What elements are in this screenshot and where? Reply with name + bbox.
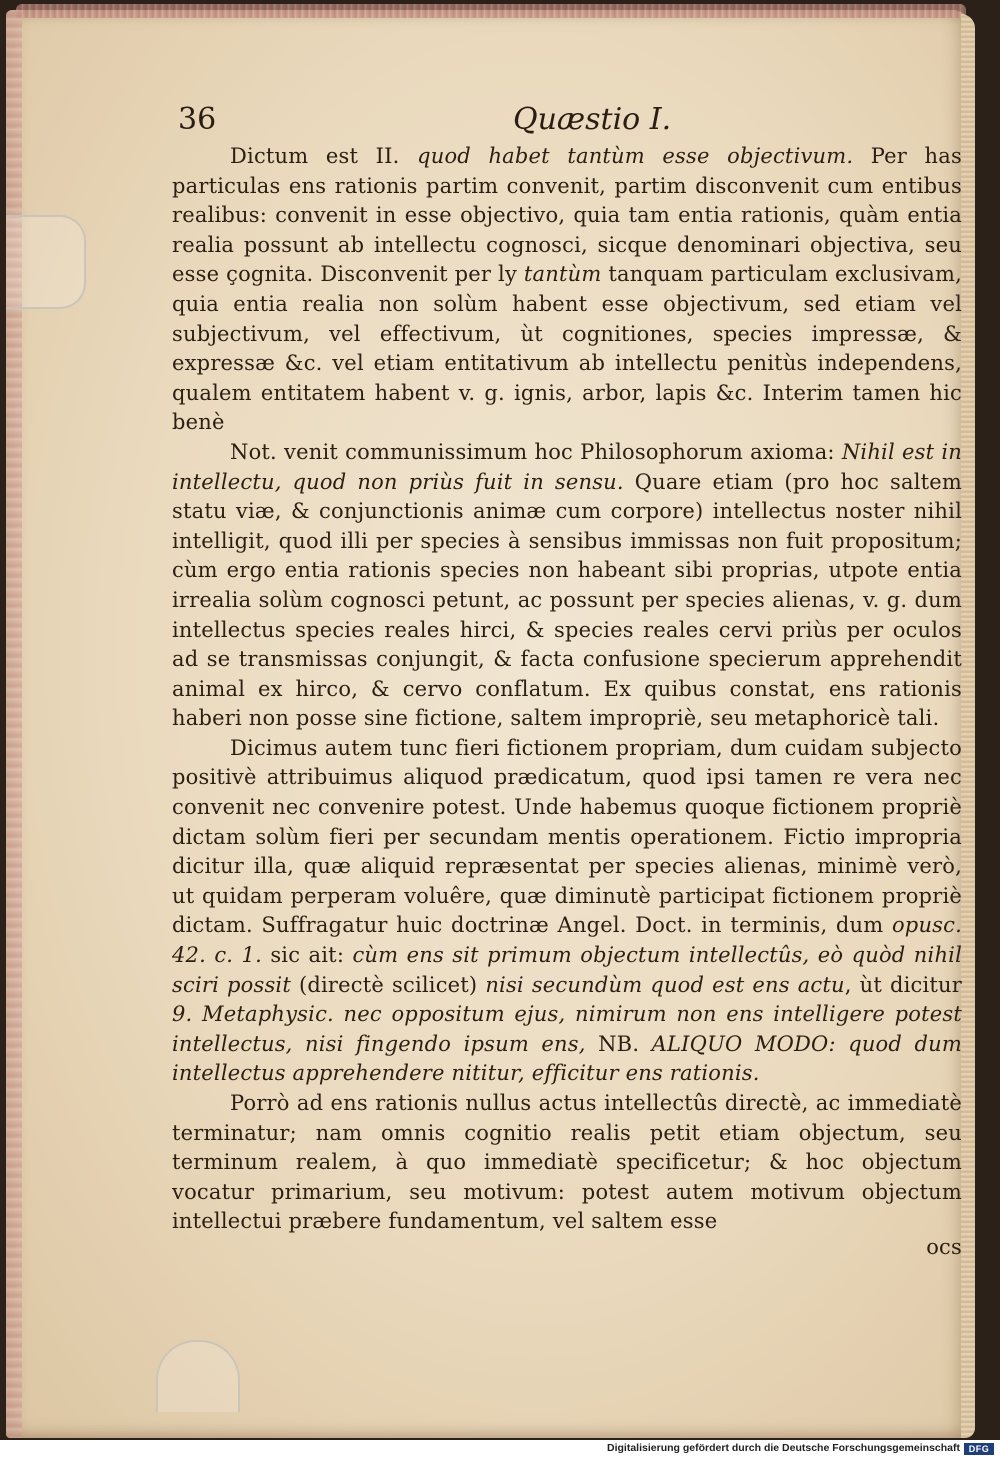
text-run: Quare etiam (pro hoc saltem statu viæ, & conjunctionis animæ cum corpore) intellectus noster nihil intelligit, quod illi per species à sensibus immissas non fuit propositum; cùm ergo entia rationis species non habeant sibi proprias, utpote entia irrealia solùm cognosci petunt, ac possunt per species alienas, v. g. dum intellectus species reales hirci, & species reales cervi priùs per oculos ad se transmissas conjungit, & facta confusione specierum apprehendit animal ex hirco, & cervo conflatum. Ex quibus constat, ens rationis haberi non posse sine fictione, saltem impropriè, seu metaphoricè tali. (172, 469, 962, 731)
dfg-logo: DFG (964, 1443, 994, 1455)
italic-text: Nihil est in intellectu, quod non priùs fuit in sensu. (172, 439, 962, 494)
page-number: 36 (178, 102, 217, 137)
text-run: tanquam particulam exclusivam, quia entia realia non solùm habent esse objectivum, sed etiam vel subjectivum, vel effectivum, ùt cognitiones, species impressæ, & expressæ &c. vel etiam entitativum ab intellectu penitùs independens, qualem entitatem habent v. g. ignis, arbor, lapis &c. Interim tamen hic benè (172, 262, 962, 435)
italic-text: tantùm (523, 262, 602, 287)
italic-text: opusc. 42. c. 1. (172, 913, 962, 968)
text-run: sic ait: (261, 943, 353, 968)
funding-credit: Digitalisierung gefördert durch die Deutsche Forschungsgemeinschaft (607, 1442, 960, 1454)
italic-text: nisi secundùm quod est ens actu (485, 972, 845, 997)
footer-bar (0, 1440, 1000, 1460)
text-run: Dicimus autem tunc fieri fictionem propriam, dum cuidam subjecto positivè attribuimus aliquod prædicatum, quod ipsi tamen re vera nec convenit nec convenire potest. Unde habemus quoque fictionem propriè dictam solùm fieri per secundam mentis operationem. Fictio impropria dicitur illa, quæ aliquid repræsentat per species alienas, minimè verò, ut quidam perperam voluêre, quæ diminutè participat fictionem propriè dictam. Suffragatur huic doctrinæ Angel. Doct. in terminis, dum (172, 735, 962, 938)
text-run: Per has particulas ens rationis partim convenit, partim disconvenit cum entibus realibus: convenit in esse objectivo, quia tam entia rationis, quàm entia realia possunt ab intellectu cognosci, sicque denominari objectiva, seu esse çognita. Disconvenit per ly (172, 144, 962, 287)
italic-text: 9. Metaphysic. nec oppositum ejus, nimirum non ens intelligere potest intellectus, nisi fingendo ipsum ens, (172, 1002, 962, 1056)
text-run: NB. (585, 1031, 652, 1056)
page-top-edge (16, 4, 966, 18)
page-fore-edge (961, 14, 975, 1438)
catchword: ocs (926, 1234, 962, 1259)
paragraph (172, 734, 962, 1089)
text-run: , ùt dicitur (844, 972, 962, 997)
text-run: Not. venit communissimum hoc Philosophorum axioma: (230, 439, 842, 464)
paragraph (172, 1089, 962, 1237)
italic-text: ALIQUO MODO: quod dum intellectus apprehendere nititur, efficitur ens rationis. (172, 1031, 962, 1086)
italic-text: quod habet tantùm esse objectivum. (417, 144, 854, 168)
text-run: Dictum est II. (230, 144, 418, 168)
body-text (172, 142, 962, 1263)
paragraph (172, 142, 962, 438)
running-head: Quæstio I. (513, 102, 672, 137)
italic-text: cùm ens sit primum objectum intellectûs, eò quòd nihil sciri possit (172, 943, 963, 997)
text-run: Porrò ad ens rationis nullus actus intellectûs directè, ac immediatè terminatur; nam omnis cognitio realis petit etiam objectum, seu terminum realem, à quo immediatè specificetur; & hoc objectum vocatur primarium, seu motivum: potest autem motivum objectum intellectui præbere fundamentum, vel saltem esse (172, 1091, 962, 1234)
scanner-clip-mark-bottom (156, 1340, 240, 1412)
scanner-clip-mark (6, 215, 86, 309)
paragraph (172, 438, 962, 734)
text-run: (directè scilicet) (291, 972, 486, 997)
